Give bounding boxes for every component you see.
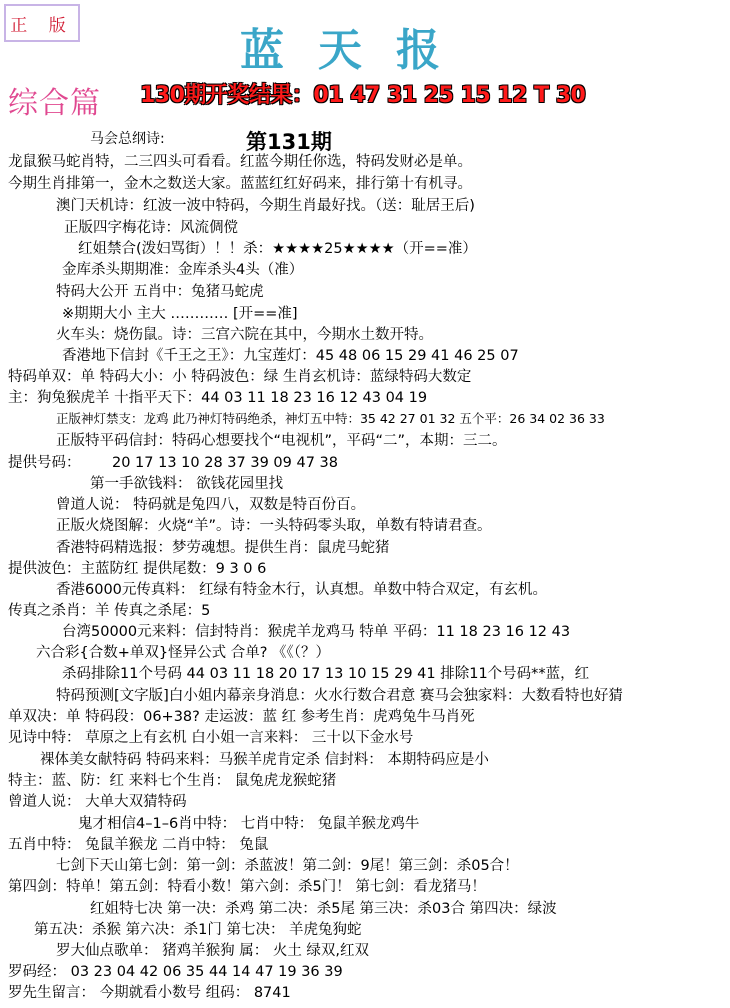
tip-line: 香港特码精选报：梦劳魂想。提供生肖：鼠虎马蛇猪 (56, 540, 390, 556)
tip-line: 20 17 13 10 28 37 39 09 47 38 (112, 455, 338, 471)
tip-line: ※期期大小 主大 ………… [开==准] (62, 306, 298, 322)
tip-line: 鬼才相信4–1–6肖中特： 七肖中特： 兔鼠羊猴龙鸡牛 (78, 816, 420, 832)
tip-line: 香港6000元传真料： 红绿有特金木行，认真想。单数中特合双定，有玄机。 (56, 582, 548, 598)
page-title: 蓝天报 (240, 25, 474, 76)
tip-line: 金库杀头期期准：金库杀头4头（准） (62, 262, 304, 278)
tip-line: 正版神灯禁支：龙鸡 此乃神灯特码绝杀，神灯五中特：35 42 27 01 32 五个平：26 34 02 36 33 (56, 411, 605, 426)
tip-line: 红姐特七决 第一决：杀鸡 第二决：杀5尾 第三决：杀03合 第四决：绿波 (90, 901, 557, 917)
draw-result-banner: 130期开奖结果：01 47 31 25 15 12 T 30 (140, 83, 586, 108)
tip-line: 单双决：单 特码段：06+38? 走运波：蓝 红 参考生肖：虎鸡兔牛马肖死 (8, 709, 475, 725)
tip-line: 龙鼠猴马蛇肖特，二三四头可看看。红蓝今期任你选，特码发财必是单。 (8, 154, 472, 170)
tip-line: 今期生肖排第一，金木之数送大家。蓝蓝红红好码来，排行第十有机寻。 (8, 176, 472, 192)
tip-line: 曾道人说： 特码就是兔四八，双数是特百份百。 (56, 497, 366, 513)
issue-number: 第131期 (246, 130, 332, 154)
section-heading: 综合篇 (8, 86, 101, 121)
tip-line: 澳门天机诗：红波一波中特码，今期生肖最好找。（送：耻居王后) (56, 198, 475, 214)
tip-line: 正版特平码信封：特码心想要找个“电视机”，平码“二”，本期：三二。 (56, 433, 507, 449)
tip-line: 杀码排除11个号码 44 03 11 18 20 17 13 10 15 29 41 排除11个号码**蓝，红 (62, 666, 590, 682)
badge-text: 正 版 (10, 15, 74, 36)
tip-line: 特码大公开 五肖中：兔猪马蛇虎 (56, 284, 264, 300)
tip-line: 火车头：烧伤鼠。诗：三宫六院在其中，今期水土数开特。 (56, 327, 433, 343)
tip-line: 提供波色：主蓝防红 提供尾数：9 3 0 6 (8, 561, 267, 577)
tip-line: 提供号码： (8, 455, 81, 471)
tip-line: 见诗中特： 草原之上有玄机 白小姐一言来料： 三十以下金水号 (8, 730, 414, 746)
tip-line: 特码单双：单 特码大小：小 特码波色：绿 生肖玄机诗：蓝绿特码大数定 (8, 369, 472, 385)
tip-line: 第五决：杀猴 第六决：杀1门 第七决： 羊虎兔狗蛇 (34, 922, 362, 938)
tip-line: 七剑下天山第七剑：第一剑：杀蓝波！第二剑：9尾！第三剑：杀05合！ (56, 858, 519, 874)
tip-line: 正版四字梅花诗：风流倜傥 (64, 220, 238, 236)
tip-line: 曾道人说： 大单大双猜特码 (8, 794, 187, 810)
tip-line: 罗先生留言： 今期就看小数号 组码： 8741 (8, 985, 291, 1001)
genuine-badge (4, 4, 80, 42)
tip-line: 六合彩{合数+单双}怪异公式 合单? 《《（？） (36, 645, 331, 661)
tip-line: 红姐禁合(泼妇骂街）！！杀：★★★★25★★★★（开==准） (78, 241, 477, 257)
tip-line: 特码预测[文字版]白小姐内幕亲身消息：火水行数合君意 赛马会独家料：大数看特也好猜 (56, 688, 623, 704)
tip-line: 正版火烧图解：火烧“羊”。诗：一头特码零头取，单数有特请君查。 (56, 518, 492, 534)
tip-line: 传真之杀肖：羊 传真之杀尾：5 (8, 603, 211, 619)
tip-line: 香港地下信封《千王之王》：九宝莲灯：45 48 06 15 29 41 46 25 07 (62, 348, 519, 364)
tip-line: 台湾50000元来料：信封特肖：猴虎羊龙鸡马 特单 平码：11 18 23 16 12 43 (62, 624, 571, 640)
tip-line: 裸体美女献特码 特码来料：马猴羊虎肯定杀 信封料： 本期特码应是小 (40, 752, 489, 768)
tip-line: 五肖中特： 兔鼠羊猴龙 二肖中特： 兔鼠 (8, 837, 269, 853)
tip-line: 特主：蓝、防：红 来料七个生肖： 鼠兔虎龙猴蛇猪 (8, 773, 337, 789)
tip-line: 主：狗兔猴虎羊 十指平天下：44 03 11 18 23 16 12 43 04 19 (8, 390, 428, 406)
tip-line: 罗大仙点歌单： 猪鸡羊猴狗 属： 火土 绿双,红双 (56, 943, 370, 959)
tip-line: 罗码经： 03 23 04 42 06 35 44 14 47 19 36 39 (8, 964, 343, 980)
tip-line: 马会总纲诗: (90, 131, 165, 147)
tip-line: 第一手欲钱料： 欲钱花园里找 (90, 476, 284, 492)
tip-line: 第四剑：特单！第五剑：特看小数！第六剑：杀5门！ 第七剑：看龙猪马！ (8, 879, 486, 895)
